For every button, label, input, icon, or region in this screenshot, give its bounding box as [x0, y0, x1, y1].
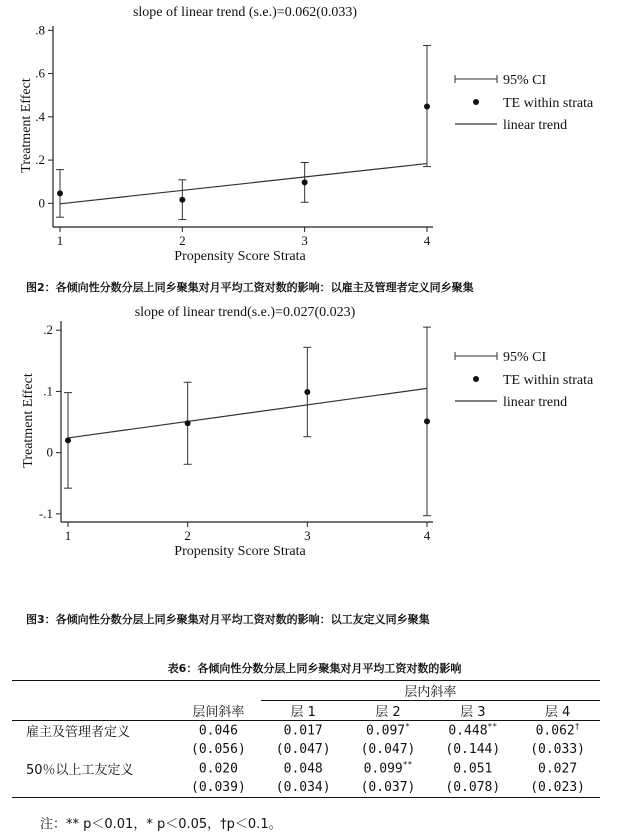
data-point [424, 418, 430, 424]
y-tick-label: .1 [43, 383, 53, 399]
chart-1 [0, 0, 629, 272]
legend-label: TE within strata [503, 373, 594, 388]
group-header: 层内斜率 [261, 681, 600, 701]
figure-2-caption: 图2：各倾向性分数分层上同乡聚集对月平均工资对数的影响：以雇主及管理者定义同乡聚集 [26, 281, 474, 294]
data-point [57, 190, 63, 196]
table-cell: (0.034) [275, 780, 331, 795]
data-point [304, 389, 310, 395]
table-cell: (0.039) [191, 780, 246, 795]
y-tick-label: .2 [43, 322, 53, 338]
figure-3-caption: 图3：各倾向性分数分层上同乡聚集对月平均工资对数的影响：以工友定义同乡聚集 [26, 613, 430, 626]
table-cell: (0.144) [445, 742, 501, 757]
table-row [12, 778, 600, 798]
column-header: 层 4 [544, 705, 571, 720]
legend-label: linear trend [503, 395, 568, 410]
data-point [302, 179, 308, 185]
data-point [179, 197, 185, 203]
legend-label: linear trend [503, 118, 568, 133]
x-tick-label: 2 [184, 528, 191, 543]
y-axis-label: Treatment Effect [21, 373, 36, 468]
table-cell: 0.027 [538, 761, 578, 777]
table-row [12, 721, 600, 741]
y-tick-label: 0 [46, 444, 53, 460]
table-cell: (0.047) [275, 742, 331, 757]
results-table [12, 680, 600, 798]
x-tick-label: 1 [64, 528, 72, 543]
legend-point-symbol [473, 376, 479, 382]
chart-title: slope of linear trend(s.e.)=0.027(0.023) [134, 305, 356, 320]
table-cell: 0.051 [453, 761, 493, 777]
chart-2 [0, 295, 629, 570]
y-axis-label: Treatment Effect [19, 78, 34, 173]
chart-1-svg [0, 0, 629, 272]
data-point [65, 437, 71, 443]
legend-label: 95% CI [503, 73, 547, 88]
table-row [12, 740, 600, 759]
y-tick-label: .2 [35, 152, 45, 168]
table-cell: (0.078) [445, 780, 501, 795]
table-cell: 0.097* [366, 722, 410, 739]
table-cell: (0.056) [191, 742, 246, 757]
row-label: 50％以上工友定义 [26, 763, 134, 778]
x-axis-label: Propensity Score Strata [174, 249, 306, 264]
x-tick-label: 3 [304, 528, 311, 543]
legend-label: 95% CI [503, 350, 547, 365]
column-header: 层间斜率 [192, 704, 245, 720]
y-tick-label: .8 [35, 22, 45, 38]
x-tick-label: 1 [56, 233, 64, 248]
table-note: 注：** p＜0.01，* p＜0.05，†p＜0.1。 [40, 817, 282, 832]
table-cell: 0.048 [283, 761, 323, 777]
y-tick-label: .6 [35, 65, 45, 81]
table-row [12, 759, 600, 778]
table-cell: 0.062† [535, 722, 580, 739]
linear-trend-line [68, 388, 427, 438]
column-header: 层 3 [460, 705, 486, 720]
chart-title: slope of linear trend (s.e.)=0.062(0.033) [132, 5, 358, 20]
linear-trend-line [60, 164, 427, 204]
y-tick-label: .4 [35, 108, 45, 124]
x-tick-label: 4 [423, 233, 431, 248]
column-header: 层 2 [375, 705, 401, 720]
legend-label: TE within strata [503, 96, 594, 111]
table-cell: (0.023) [530, 780, 585, 795]
legend-point-symbol [473, 99, 479, 105]
column-header: 层 1 [290, 705, 316, 720]
table-cell: (0.037) [360, 780, 416, 795]
chart-2-svg [0, 295, 629, 570]
table-cell: (0.047) [360, 742, 416, 757]
row-label: 雇主及管理者定义 [26, 725, 131, 740]
table-cell: 0.017 [283, 723, 323, 739]
table-cell: 0.046 [198, 723, 238, 739]
x-axis-label: Propensity Score Strata [174, 544, 306, 559]
table-cell: 0.448** [448, 722, 498, 739]
y-tick-label: 0 [38, 195, 45, 211]
y-tick-label: -.1 [38, 505, 53, 521]
x-tick-label: 4 [423, 528, 431, 543]
x-tick-label: 2 [179, 233, 186, 248]
x-tick-label: 3 [301, 233, 308, 248]
data-point [424, 103, 430, 109]
data-point [185, 420, 191, 426]
table-cell: 0.020 [198, 761, 238, 777]
table-cell: (0.033) [530, 742, 585, 757]
table-cell: 0.099** [363, 760, 413, 777]
table-6-caption: 表6：各倾向性分数分层上同乡聚集对月平均工资对数的影响 [167, 662, 462, 675]
